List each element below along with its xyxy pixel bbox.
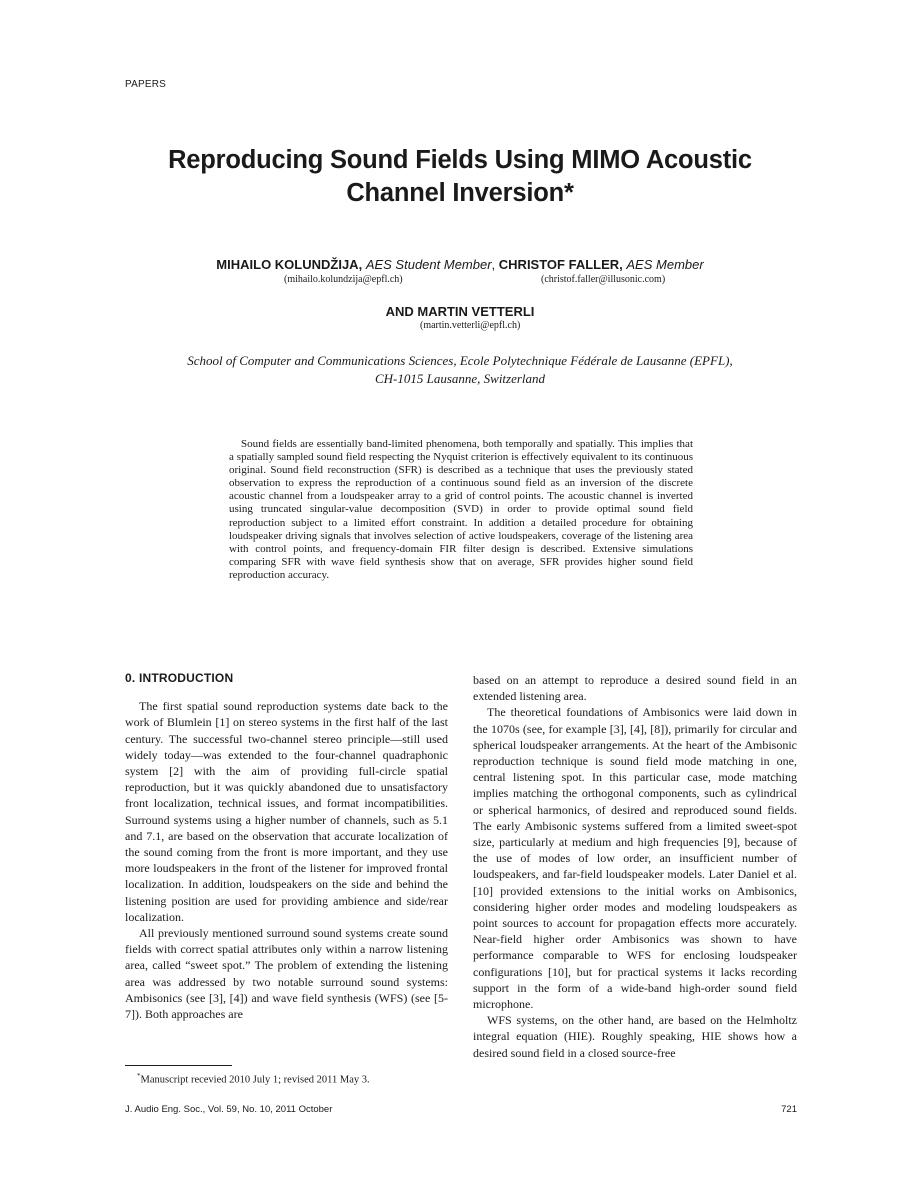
affiliation-line-2: CH-1015 Lausanne, Switzerland bbox=[374, 370, 546, 386]
author-role-1: AES Student Member bbox=[365, 257, 492, 272]
right-column bbox=[473, 672, 797, 1061]
author-email-2: (christof.faller@illusonic.com) bbox=[541, 274, 666, 285]
affiliation-line-1: School of Computer and Communications Sciences, Ecole Polytechnique Fédérale de Lausanne (EPFL), bbox=[187, 353, 733, 368]
author-byline: MIHAILO KOLUNDŽIJA, AES Student Member, CHRISTOF FALLER, AES Member bbox=[216, 257, 704, 272]
paper-title-line-1: Reproducing Sound Fields Using MIMO Acoustic bbox=[168, 146, 752, 174]
footnote-divider bbox=[125, 1065, 232, 1066]
affiliation bbox=[120, 352, 800, 387]
paper-title-line-2: Channel Inversion* bbox=[346, 179, 574, 207]
footnote bbox=[137, 1072, 370, 1086]
journal-citation: J. Audio Eng. Soc., Vol. 59, No. 10, 2011 October bbox=[125, 1104, 333, 1115]
running-head: PAPERS bbox=[125, 79, 167, 90]
page-number: 721 bbox=[781, 1104, 797, 1115]
body-paragraph: based on an attempt to reproduce a desired sound field in an extended listening area. bbox=[473, 673, 797, 704]
abstract bbox=[229, 438, 693, 582]
author-name-1: MIHAILO KOLUNDŽIJA, bbox=[216, 257, 363, 272]
footnote-mark: * bbox=[137, 1072, 141, 1080]
body-paragraph: The theoretical foundations of Ambisonics were laid down in the 1070s (see, for example [3], [4], [8]), primarily for circular and spherical loudspeaker arrangements. At the heart of the Ambisonic reproduction technique is sound field mode matching in one, central listening spot. In this particular case, mode matching implies matching the orthogonal components, such as cylindrical or spherical harmonics, of desired and reproduced sound fields. The early Ambisonic systems suffered from a limited sweet-spot size, particularly at medium and high frequencies [9], because of the use of modes of low order, an insufficient number of loudspeakers, and far-field loudspeaker models. Later Daniel et al. [10] provided extensions to the initial works on Ambisonics, considering higher order modes and modeling loudspeakers as point sources to account for propagation effects more accurately. Near-field higher order Ambisonics was shown to have performance comparable to WFS for enclosing loudspeaker configurations [10], but for practical systems it lacks recording support in the form of a wide-band high-order sound field microphone. bbox=[473, 705, 797, 1012]
body-paragraph: The first spatial sound reproduction systems date back to the work of Blumlein [1] on stereo systems in the first half of the last century. The successful two-channel stereo principle—still used widely today—was extended to the four-channel quadraphonic system [2] with the aim of providing full-circle spatial reproduction, but it was quickly abandoned due to unsatisfactory front localization, technical issues, and format incompatibilities. Surround systems using a higher number of channels, such as 5.1 and 7.1, are based on the observation that accurate localization of the sound coming from the front is more important, and they use more loudspeakers in the front of the listener for improved frontal localization. In addition, loudspeakers on the side and behind the listening position are used for providing ambience and side/rear localization. bbox=[125, 699, 448, 924]
left-column bbox=[125, 670, 448, 1022]
author-name-3: AND MARTIN VETTERLI bbox=[385, 304, 535, 319]
footnote-text: Manuscript recevied 2010 July 1; revised 2011 May 3. bbox=[140, 1074, 370, 1086]
body-paragraph: All previously mentioned surround sound systems create sound fields with correct spatial attributes only within a narrow listening area, called “sweet spot.” The problem of extending the listening area was addressed by two notable surround sound systems: Ambisonics (see [3], [4]) and wave field synthesis (WFS) (see [5-7]). Both approaches are bbox=[125, 926, 448, 1022]
author-email-1: (mihailo.kolundzija@epfl.ch) bbox=[284, 274, 403, 285]
abstract-text: Sound fields are essentially band-limited phenomena, both temporally and spatially. This implies that a spatially sampled sound field respecting the Nyquist criterion is effectively equivalent to its continuous original. Sound field reconstruction (SFR) is described as a technique that uses the previously stated observation to express the reproduction of a continuous sound field as an inversion of the discrete acoustic channel from a loudspeaker array to a grid of control points. The acoustic channel is inverted using truncated singular-value decomposition (SVD) in order to provide optimal sound field reproduction subject to a limited effort constraint. In addition a detailed procedure for obtaining loudspeaker driving signals that involves selection of active loudspeakers, coverage of the listening area with control points, and frequency-domain FIR filter design is described. Extensive simulations comparing SFR with wave field synthesis show that on average, SFR provides higher sound field reproduction accuracy. bbox=[229, 438, 693, 581]
author-role-2: AES Member bbox=[626, 257, 704, 272]
author-name-2: CHRISTOF FALLER, bbox=[498, 257, 623, 272]
paper-title bbox=[100, 144, 820, 210]
section-heading: 0. INTRODUCTION bbox=[125, 671, 234, 685]
body-paragraph: WFS systems, on the other hand, are based on the Helmholtz integral equation (HIE). Roughly speaking, HIE shows how a desired sound field in a closed source-free bbox=[473, 1013, 797, 1060]
author-email-3: (martin.vetterli@epfl.ch) bbox=[420, 320, 521, 331]
